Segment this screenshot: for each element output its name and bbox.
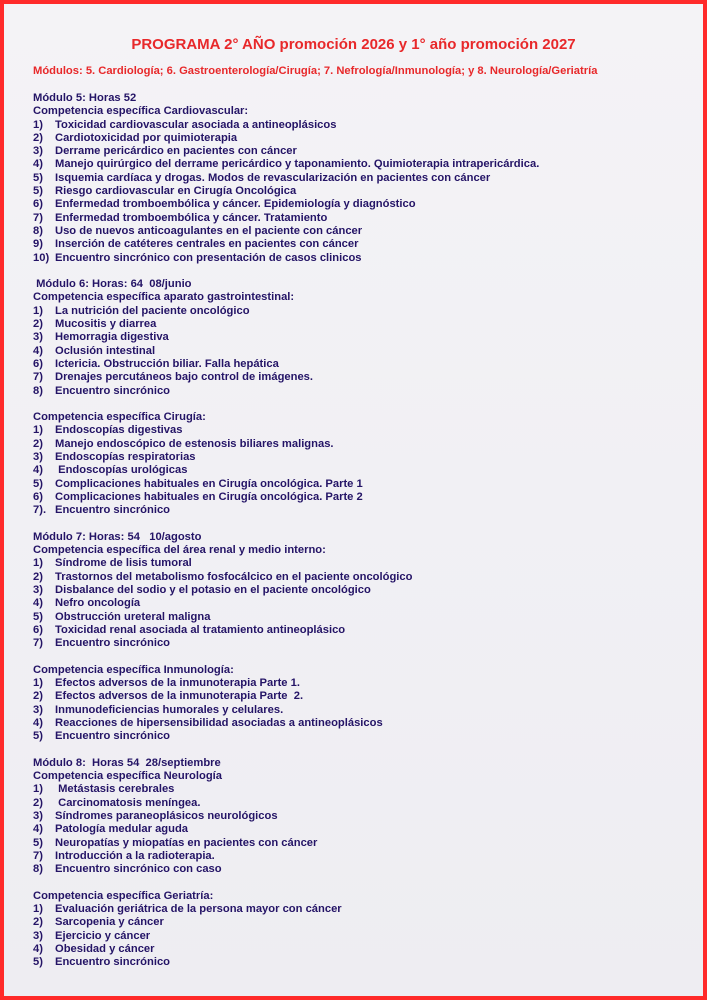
topic-text: Encuentro sincrónico con caso [55,863,222,876]
topic-number: 5) [33,185,43,198]
topic-text: Endoscopías urológicas [55,464,188,477]
topic-text: Complicaciones habituales en Cirugía oncológica. Parte 1 [55,477,363,490]
topic-text: Inserción de catéteres centrales en pacientes con cáncer [55,238,359,251]
topic-text: Uso de nuevos anticoagulantes en el paciente con cáncer [55,224,363,237]
topic-number: 1) [33,677,43,690]
program-section [33,664,693,744]
topic-item [33,358,693,371]
topic-number: 4) [33,464,43,477]
topic-number: 4) [33,716,43,729]
topic-number: 2) [33,131,43,144]
topic-text: Enfermedad tromboembólica y cáncer. Epidemiología y diagnóstico [55,198,416,211]
topic-number: 5) [33,477,43,490]
module-heading: Módulo 5: Horas 52 [33,92,137,104]
topic-text: Disbalance del sodio y el potasio en el paciente oncológico [55,583,371,596]
topic-number: 4) [33,597,43,610]
topic-item [33,371,693,384]
topic-number: 6) [33,198,43,211]
topic-item [33,903,693,916]
topic-item [33,158,693,171]
competency-heading: Competencia específica del área renal y medio interno: [33,544,326,557]
program-section [33,890,693,970]
topic-text: Trastornos del metabolismo fosfocálcico en el paciente oncológico [55,570,413,583]
topic-number: 7). [33,504,47,517]
module-heading: Módulo 7: Horas: 54 10/agosto [33,530,202,543]
topic-text: Hemorragia digestiva [55,331,169,344]
topic-number: 3) [33,451,43,464]
topic-item [33,837,693,850]
topic-text: Introducción a la radioterapia. [55,849,215,862]
topic-item [33,504,693,517]
topic-text: Ictericia. Obstrucción biliar. Falla hepática [55,357,279,370]
topic-number: 4) [33,823,43,836]
topic-item [33,557,693,570]
topic-number: 2) [33,796,43,809]
topic-number: 8) [33,384,43,397]
competency-heading: Competencia específica Cardiovascular: [33,105,249,118]
topic-number: 3) [33,703,43,716]
topic-item [33,185,693,198]
topic-text: Encuentro sincrónico con presentación de casos clinicos [55,251,362,264]
topic-item [33,704,693,717]
topic-item [33,571,693,584]
topic-number: 3) [33,929,43,942]
topic-item [33,451,693,464]
topic-text: Efectos adversos de la inmunoterapia Parte 2. [55,690,304,703]
topic-item [33,930,693,943]
program-section [33,278,693,398]
topic-item [33,212,693,225]
topic-item [33,424,693,437]
topic-number: 5) [33,171,43,184]
topic-text: Manejo endoscópico de estenosis biliares malignas. [55,437,334,450]
topic-number: 5) [33,610,43,623]
topic-item [33,225,693,238]
topic-item [33,863,693,876]
topic-text: Encuentro sincrónico [55,956,170,969]
topic-text: Obesidad y cáncer [55,943,155,955]
topic-item [33,238,693,251]
topic-text: Drenajes percutáneos bajo control de imágenes. [55,371,314,384]
topic-text: Endoscopías respiratorias [55,451,196,464]
topic-item [33,810,693,823]
topic-number: 4) [33,344,43,357]
topic-item [33,172,693,185]
topic-number: 1) [33,304,43,317]
topic-item [33,132,693,145]
topic-number: 2) [33,916,43,929]
competency-heading: Competencia específica Neurología [33,770,223,783]
program-section [33,531,693,651]
topic-text: Obstrucción ureteral maligna [55,610,211,623]
topic-item [33,438,693,451]
topic-text: Nefro oncología [55,597,141,610]
topic-text: Efectos adversos de la inmunoterapia Parte 1. [55,677,300,690]
topic-number: 4) [33,943,43,955]
topic-item [33,385,693,398]
topic-item [33,850,693,863]
topic-text: Encuentro sincrónico [55,637,170,650]
topic-item [33,797,693,810]
topic-item [33,916,693,929]
topic-item [33,491,693,504]
topic-item [33,331,693,344]
topic-number: 5) [33,730,43,743]
topic-text: Metástasis cerebrales [55,783,175,796]
topic-text: Inmunodeficiencias humorales y celulares. [55,703,284,716]
topic-number: 8) [33,863,43,876]
topic-number: 6) [33,490,43,503]
topic-number: 6) [33,357,43,370]
topic-text: Riesgo cardiovascular en Cirugía Oncológica [55,185,297,198]
topic-number: 2) [33,690,43,703]
topic-text: Síndrome de lisis tumoral [55,557,192,570]
page-title: PROGRAMA 2° AÑO promoción 2026 y 1° año promoción 2027 [131,36,576,53]
topic-number: 10) [33,251,50,264]
program-content [33,92,693,983]
topic-item [33,119,693,132]
topic-number: 8) [33,224,43,237]
modules-summary: Módulos: 5. Cardiología; 6. Gastroenterología/Cirugía; 7. Nefrología/Inmunología; y 8. Neurología/Geriatría [33,65,598,77]
program-section [33,411,693,517]
topic-text: Mucositis y diarrea [55,318,157,331]
topic-item [33,730,693,743]
topic-item [33,783,693,796]
topic-number: 5) [33,956,43,969]
topic-text: Toxicidad renal asociada al tratamiento antineoplásico [55,623,346,636]
topic-number: 1) [33,903,43,916]
topic-item [33,624,693,637]
topic-item [33,198,693,211]
topic-text: Neuropatías y miopatías en pacientes con cáncer [55,836,318,849]
topic-text: Derrame pericárdico en pacientes con cáncer [55,145,297,158]
topic-number: 3) [33,810,43,823]
topic-text: Manejo quirúrgico del derrame pericárdico y taponamiento. Quimioterapia intrapericárdica. [55,158,540,171]
topic-text: Evaluación geriátrica de la persona mayor con cáncer [55,903,342,916]
topic-number: 7) [33,849,43,862]
topic-number: 2) [33,437,43,450]
program-section [33,757,693,877]
topic-text: Isquemia cardíaca y drogas. Modos de revascularización en pacientes con cáncer [55,171,491,184]
topic-number: 1) [33,783,43,796]
topic-item [33,252,693,265]
topic-item [33,637,693,650]
topic-text: Toxicidad cardiovascular asociada a antineoplásicos [55,118,337,131]
topic-number: 1) [33,424,43,437]
topic-text: Oclusión intestinal [55,344,156,357]
topic-item [33,690,693,703]
topic-text: Cardiotoxicidad por quimioterapia [55,131,238,144]
topic-number: 5) [33,836,43,849]
topic-number: 7) [33,211,43,224]
topic-text: Encuentro sincrónico [55,504,170,517]
topic-item [33,677,693,690]
topic-text: Complicaciones habituales en Cirugía oncológica. Parte 2 [55,490,363,503]
topic-item [33,305,693,318]
competency-heading: Competencia específica aparato gastrointestinal: [33,291,295,304]
topic-item [33,145,693,158]
topic-number: 7) [33,637,43,650]
topic-number: 3) [33,145,43,158]
topic-item [33,597,693,610]
topic-number: 1) [33,557,43,570]
topic-number: 1) [33,118,43,131]
topic-item [33,584,693,597]
topic-text: Ejercicio y cáncer [55,929,151,942]
topic-item [33,611,693,624]
topic-number: 2) [33,318,43,331]
topic-text: Síndromes paraneoplásicos neurológicos [55,810,278,823]
competency-heading: Competencia específica Inmunología: [33,663,234,676]
program-section [33,92,693,265]
topic-text: Reacciones de hipersensibilidad asociadas a antineoplásicos [55,716,383,729]
topic-item [33,318,693,331]
topic-item [33,943,693,956]
topic-text: Carcinomatosis meníngea. [55,796,201,809]
module-heading: Módulo 8: Horas 54 28/septiembre [33,756,221,769]
module-heading: Módulo 6: Horas: 64 08/junio [33,278,192,291]
topic-item [33,717,693,730]
topic-text: Endoscopías digestivas [55,424,183,437]
topic-item [33,823,693,836]
topic-text: Sarcopenia y cáncer [55,916,164,929]
competency-heading: Competencia específica Cirugía: [33,411,206,424]
topic-text: Encuentro sincrónico [55,730,170,743]
topic-text: Encuentro sincrónico [55,384,170,397]
topic-number: 3) [33,583,43,596]
topic-number: 3) [33,331,43,344]
topic-item [33,345,693,358]
topic-number: 7) [33,371,43,384]
topic-text: Enfermedad tromboembólica y cáncer. Tratamiento [55,211,328,224]
topic-number: 2) [33,570,43,583]
topic-number: 9) [33,238,43,251]
topic-item [33,956,693,969]
topic-item [33,464,693,477]
topic-text: La nutrición del paciente oncológico [55,304,250,317]
topic-item [33,478,693,491]
topic-number: 4) [33,158,43,171]
competency-heading: Competencia específica Geriatría: [33,889,214,902]
topic-text: Patología medular aguda [55,823,189,836]
topic-number: 6) [33,623,43,636]
